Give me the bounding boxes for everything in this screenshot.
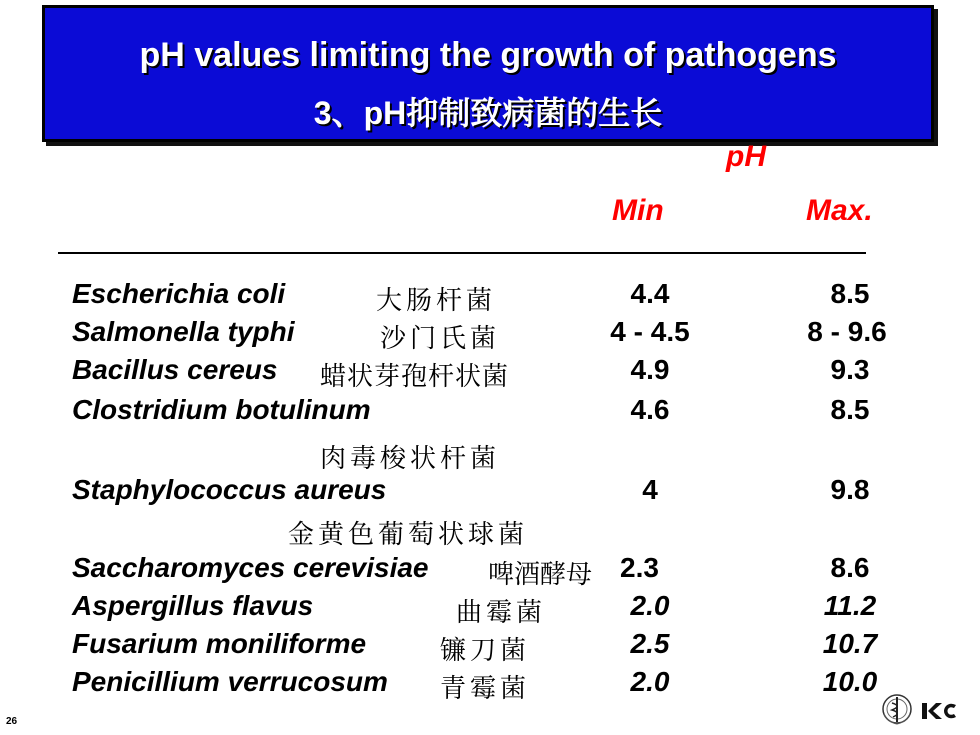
table-row xyxy=(0,666,980,704)
kc-logo-icon xyxy=(920,700,958,722)
ph-header: pH xyxy=(726,140,766,173)
organism-name: Penicillium verrucosum xyxy=(72,666,388,697)
organism-name: Fusarium moniliforme xyxy=(72,628,367,659)
organism-name: Clostridium botulinum xyxy=(72,394,371,425)
ph-min-value: 4.4 xyxy=(630,278,670,309)
organism-name: Salmonella typhi xyxy=(72,316,295,347)
ph-max-value: 9.8 xyxy=(830,474,870,505)
page-number: 26 xyxy=(6,716,18,727)
table-row xyxy=(0,628,980,666)
organism-chinese-name: 肉毒梭状杆菌 xyxy=(320,444,501,474)
organism-chinese-name: 沙门氏菌 xyxy=(380,324,501,354)
title-banner xyxy=(42,5,934,142)
organism-name: Aspergillus flavus xyxy=(72,590,314,621)
title-english: pH values limiting the growth of pathogens xyxy=(139,36,837,74)
organism-chinese-name: 啤酒酵母 xyxy=(488,560,593,590)
organism-chinese-name: 青霉菌 xyxy=(440,674,531,704)
table-row xyxy=(0,316,980,354)
ph-max-value: 8.6 xyxy=(830,552,870,583)
ph-min-value: 2.0 xyxy=(630,666,670,697)
organism-chinese-name: 蜡状芽孢杆状菌 xyxy=(320,362,510,392)
who-emblem-icon xyxy=(880,692,914,726)
ph-max-value: 8.5 xyxy=(830,394,870,425)
table-row xyxy=(0,590,980,628)
max-header: Max. xyxy=(806,194,873,227)
ph-max-value: 10.0 xyxy=(822,666,878,697)
organism-chinese-name: 大肠杆菌 xyxy=(376,286,497,316)
table-row xyxy=(0,552,980,590)
ph-max-value: 9.3 xyxy=(830,354,870,385)
ph-min-value: 4.9 xyxy=(630,354,670,385)
ph-min-value: 4.6 xyxy=(630,394,670,425)
ph-max-value: 11.2 xyxy=(823,590,877,621)
table-row xyxy=(0,354,980,392)
table-row xyxy=(0,394,980,432)
table-row xyxy=(0,278,980,316)
organism-chinese-name: 曲霉菌 xyxy=(456,598,547,628)
organism-name: Staphylococcus aureus xyxy=(72,474,387,505)
ph-max-value: 8.5 xyxy=(830,278,870,309)
min-header: Min xyxy=(612,194,664,227)
ph-min-value: 2.0 xyxy=(630,590,670,621)
table-row xyxy=(0,474,980,512)
ph-max-value: 8 - 9.6 xyxy=(807,316,887,347)
organism-name: Bacillus cereus xyxy=(72,354,278,385)
title-chinese: 3、pH抑制致病菌的生长 xyxy=(313,95,663,131)
organism-name: Saccharomyces cerevisiae xyxy=(72,552,429,583)
header-divider xyxy=(58,252,866,254)
organism-chinese-name: 镰刀菌 xyxy=(440,636,531,666)
ph-max-value: 10.7 xyxy=(822,628,878,659)
ph-min-value: 2.3 xyxy=(620,552,659,583)
ph-min-value: 2.5 xyxy=(630,628,670,659)
organism-chinese-name: 金黄色葡萄状球菌 xyxy=(288,520,529,550)
organism-name: Escherichia coli xyxy=(72,278,286,309)
ph-min-value: 4 xyxy=(642,474,658,505)
ph-min-value: 4 - 4.5 xyxy=(610,316,690,347)
